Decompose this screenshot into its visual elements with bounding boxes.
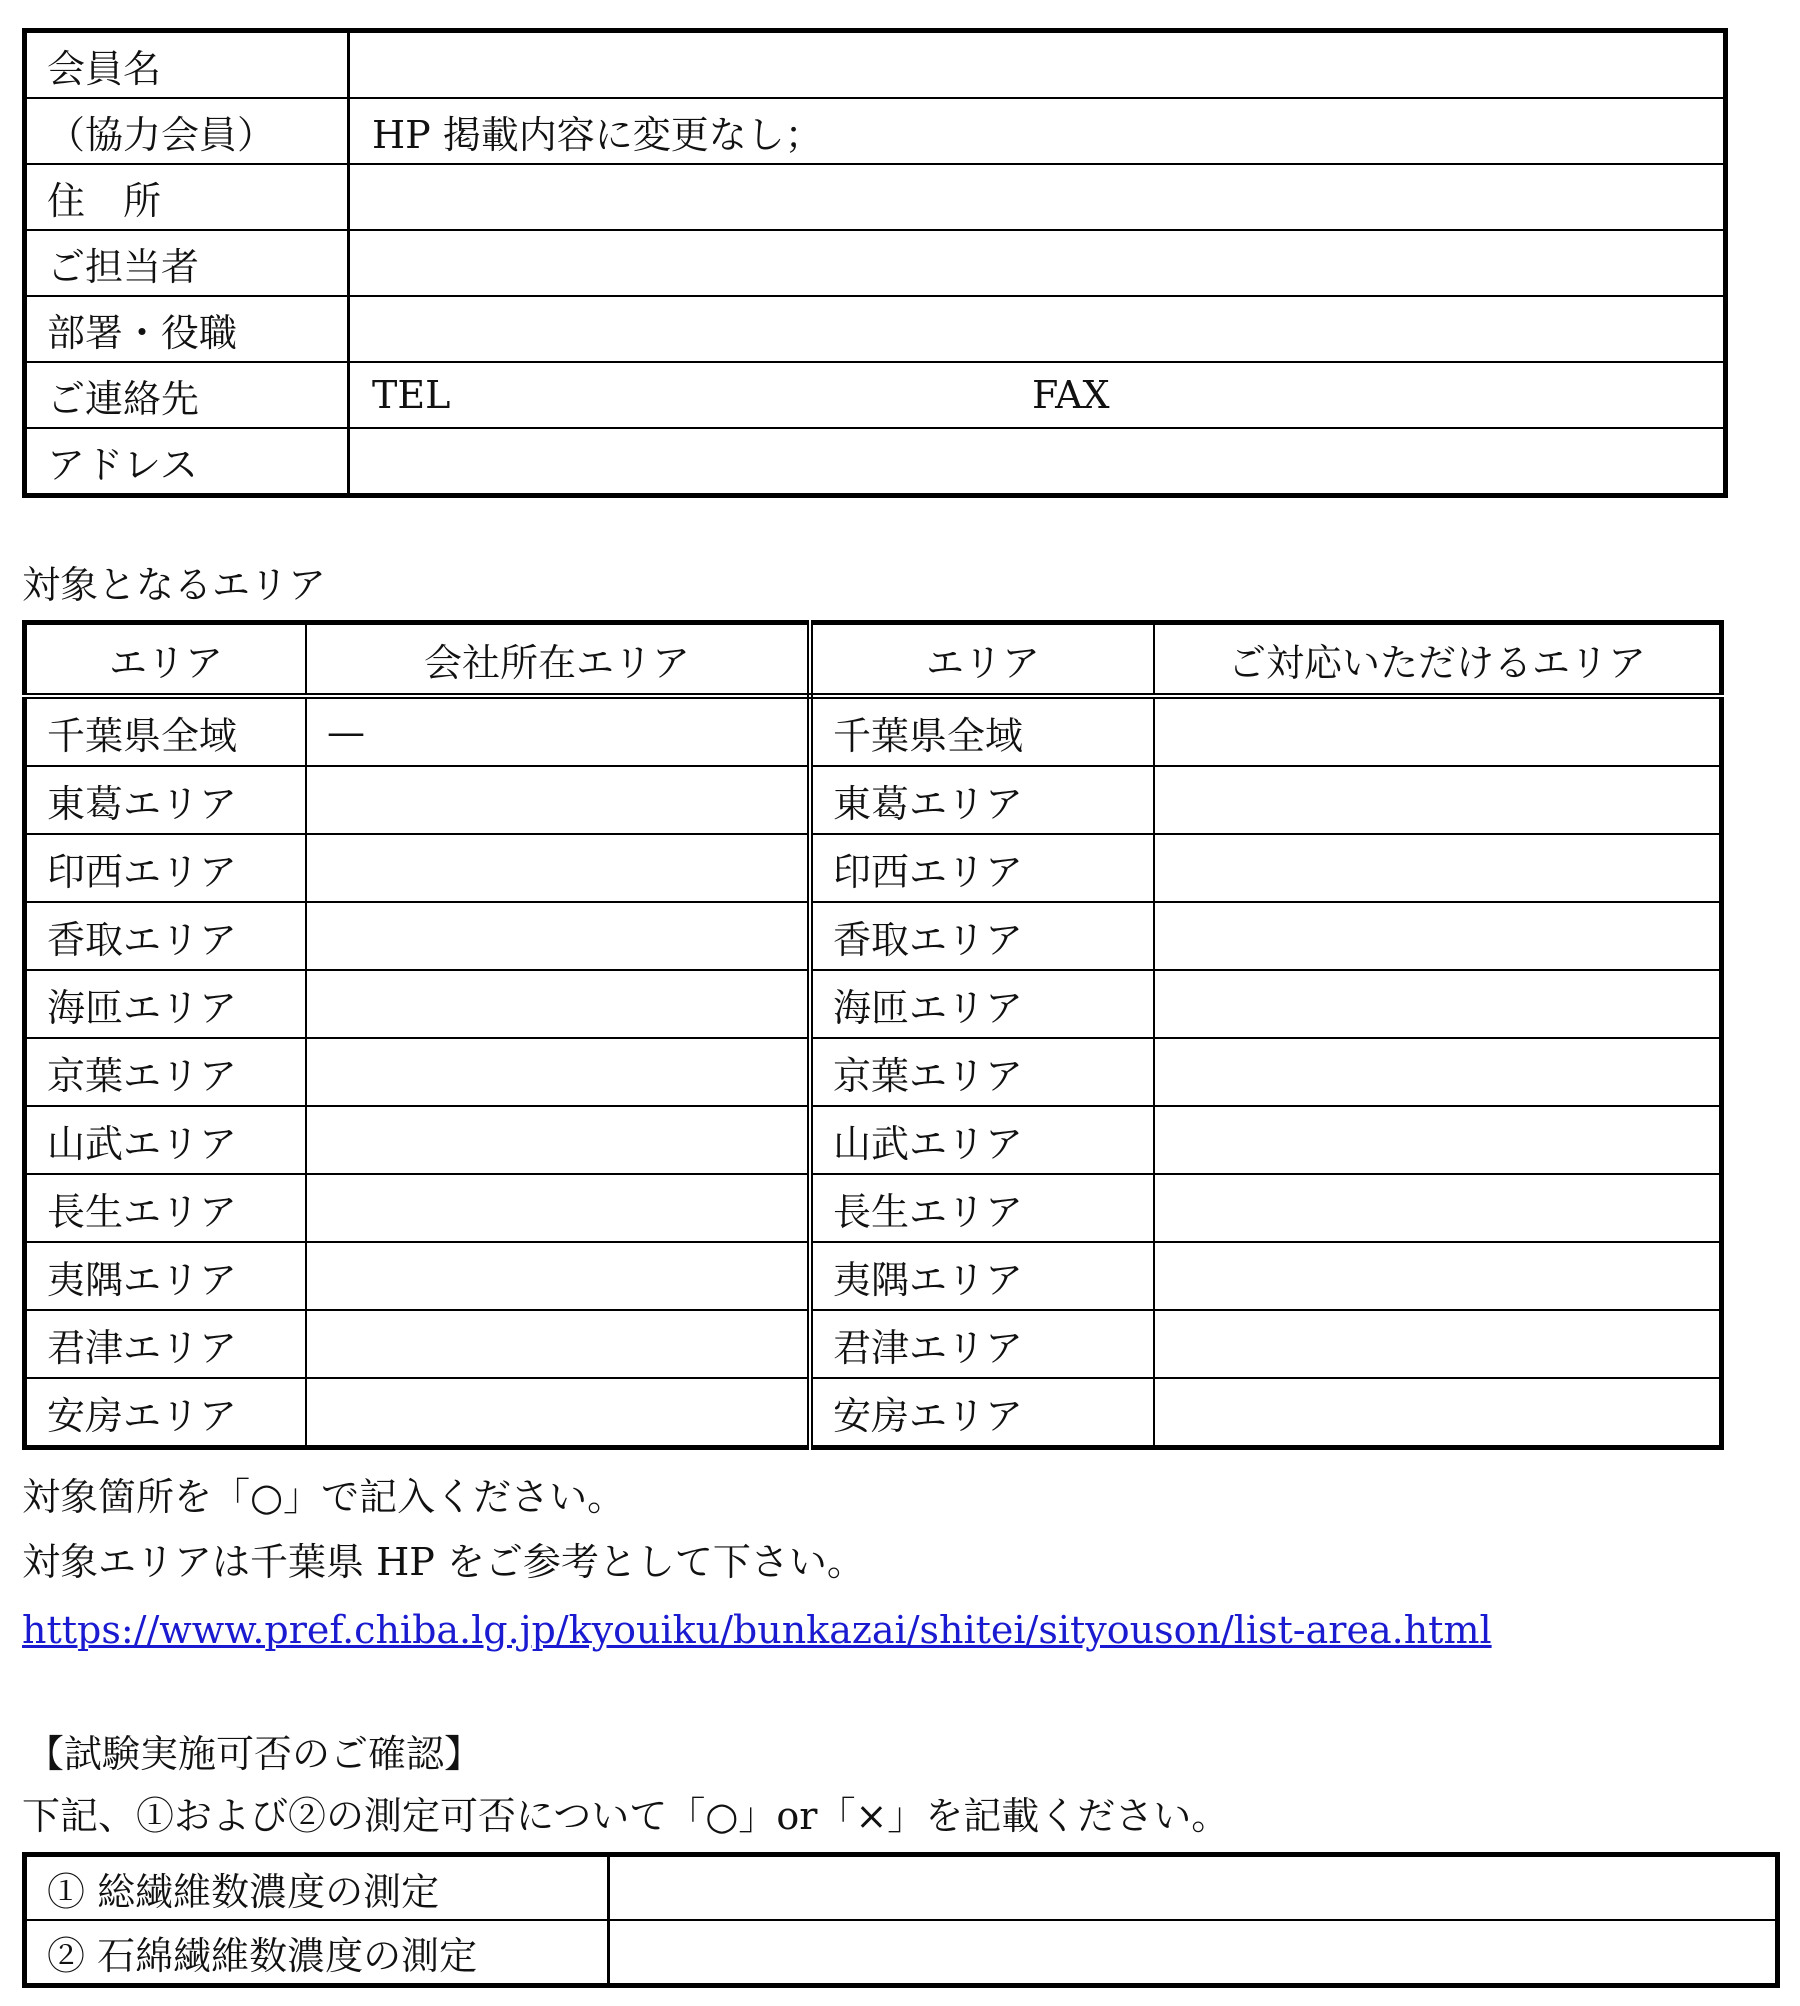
table-row: [25, 1378, 1722, 1448]
location-cell[interactable]: [306, 1378, 810, 1448]
header-area-2: エリア: [810, 623, 1154, 697]
location-cell[interactable]: —: [306, 696, 810, 766]
contact-person-label: ご担当者: [25, 230, 349, 296]
area-name: 京葉エリア: [25, 1038, 307, 1106]
location-cell[interactable]: [306, 1310, 810, 1378]
coverage-cell[interactable]: [1154, 766, 1722, 834]
area-name: 香取エリア: [25, 902, 307, 970]
table-row: [25, 1855, 1778, 1921]
area-name: 東葛エリア: [25, 766, 307, 834]
area-name-2: 香取エリア: [810, 902, 1154, 970]
coverage-cell[interactable]: [1154, 696, 1722, 766]
member-name-label: 会員名: [25, 31, 349, 99]
area-reference-link[interactable]: https://www.pref.chiba.lg.jp/kyouiku/bunkazai/shitei/sityouson/list-area.html: [22, 1608, 1492, 1652]
table-row: [25, 296, 1726, 362]
table-row: [25, 230, 1726, 296]
coverage-cell[interactable]: [1154, 1242, 1722, 1310]
location-cell[interactable]: [306, 1174, 810, 1242]
area-name-2: 京葉エリア: [810, 1038, 1154, 1106]
area-name-2: 山武エリア: [810, 1106, 1154, 1174]
member-name-field[interactable]: [349, 31, 1726, 99]
area-name: 山武エリア: [25, 1106, 307, 1174]
location-cell[interactable]: [306, 834, 810, 902]
header-area: エリア: [25, 623, 307, 697]
tel-label: TEL: [372, 373, 451, 417]
fax-label: FAX: [1032, 373, 1110, 417]
address-field[interactable]: [349, 164, 1726, 230]
asbestos-fiber-field[interactable]: [609, 1920, 1778, 1986]
coverage-cell[interactable]: [1154, 902, 1722, 970]
table-row: [25, 902, 1722, 970]
table-row: [25, 1310, 1722, 1378]
location-cell[interactable]: [306, 970, 810, 1038]
email-label: アドレス: [25, 428, 349, 496]
table-row: [25, 1106, 1722, 1174]
area-name: 千葉県全域: [25, 696, 307, 766]
coverage-cell[interactable]: [1154, 1174, 1722, 1242]
area-name-2: 東葛エリア: [810, 766, 1154, 834]
contact-person-field[interactable]: [349, 230, 1726, 296]
asbestos-fiber-label: ② 石綿繊維数濃度の測定: [25, 1920, 609, 1986]
area-name: 安房エリア: [25, 1378, 307, 1448]
location-cell[interactable]: [306, 902, 810, 970]
contact-info-label: ご連絡先: [25, 362, 349, 428]
email-field[interactable]: [349, 428, 1726, 496]
contact-info-field[interactable]: [349, 362, 1726, 428]
coverage-cell[interactable]: [1154, 834, 1722, 902]
contact-info-wrap: [372, 373, 1723, 417]
total-fiber-label: ① 総繊維数濃度の測定: [25, 1855, 609, 1921]
table-row: [25, 1174, 1722, 1242]
area-name-2: 印西エリア: [810, 834, 1154, 902]
area-name-2: 夷隅エリア: [810, 1242, 1154, 1310]
area-name-2: 君津エリア: [810, 1310, 1154, 1378]
table-row: [25, 766, 1722, 834]
area-name: 夷隅エリア: [25, 1242, 307, 1310]
location-cell[interactable]: [306, 1038, 810, 1106]
test-section-heading: 【試験実施可否のご確認】: [26, 1732, 483, 1776]
area-name: 長生エリア: [25, 1174, 307, 1242]
test-instruction: 下記、①および②の測定可否について「○」or「×」を記載ください。: [22, 1794, 1230, 1838]
table-header-row: [25, 623, 1722, 697]
coverage-cell[interactable]: [1154, 1038, 1722, 1106]
header-coverage-area: ご対応いただけるエリア: [1154, 623, 1722, 697]
department-title-label: 部署・役職: [25, 296, 349, 362]
table-row: [25, 428, 1726, 496]
cooperating-member-label: （協力会員）: [25, 98, 349, 164]
table-row: [25, 1242, 1722, 1310]
location-cell[interactable]: [306, 1106, 810, 1174]
area-note-2: 対象エリアは千葉県 HP をご参考として下さい。: [22, 1540, 865, 1584]
test-table: [22, 1852, 1780, 1988]
area-name: 印西エリア: [25, 834, 307, 902]
header-company-location: 会社所在エリア: [306, 623, 810, 697]
hp-content-field[interactable]: HP 掲載内容に変更なし；: [349, 98, 1726, 164]
area-name: 君津エリア: [25, 1310, 307, 1378]
area-name-2: 長生エリア: [810, 1174, 1154, 1242]
coverage-cell[interactable]: [1154, 1310, 1722, 1378]
table-row: [25, 696, 1722, 766]
member-info-table: [22, 28, 1728, 498]
location-cell[interactable]: [306, 766, 810, 834]
table-row: [25, 362, 1726, 428]
location-cell[interactable]: [306, 1242, 810, 1310]
table-row: [25, 164, 1726, 230]
table-row: [25, 98, 1726, 164]
area-section-heading: 対象となるエリア: [22, 563, 327, 607]
table-row: [25, 970, 1722, 1038]
table-row: [25, 1038, 1722, 1106]
table-row: [25, 31, 1726, 99]
area-name-2: 安房エリア: [810, 1378, 1154, 1448]
total-fiber-field[interactable]: [609, 1855, 1778, 1921]
area-name-2: 海匝エリア: [810, 970, 1154, 1038]
coverage-cell[interactable]: [1154, 1378, 1722, 1448]
department-title-field[interactable]: [349, 296, 1726, 362]
table-row: [25, 1920, 1778, 1986]
area-name: 海匝エリア: [25, 970, 307, 1038]
area-name-2: 千葉県全域: [810, 696, 1154, 766]
area-note-1: 対象箇所を「○」で記入ください。: [22, 1475, 626, 1519]
address-label: 住 所: [25, 164, 349, 230]
area-table: [22, 620, 1724, 1450]
coverage-cell[interactable]: [1154, 970, 1722, 1038]
table-row: [25, 834, 1722, 902]
coverage-cell[interactable]: [1154, 1106, 1722, 1174]
